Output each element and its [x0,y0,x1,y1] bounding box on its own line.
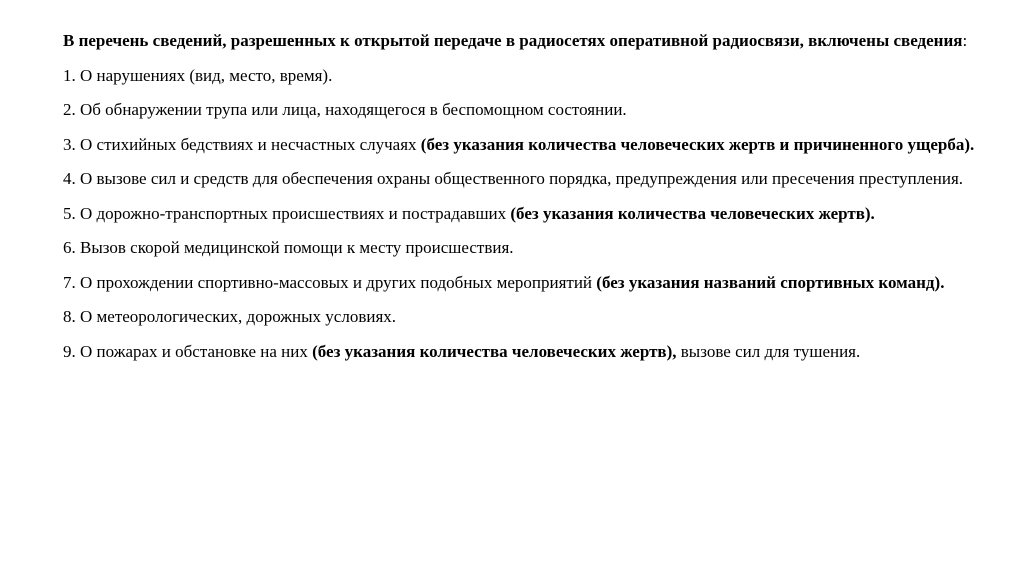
item-text: 4. О вызове сил и средств для обеспечения охраны общественного порядка, предупреждения или пресечения преступления. [63,169,964,188]
item-text: 3. О стихийных бедствиях и несчастных случаях [63,134,421,154]
list-item-6 [27,231,980,266]
list-item-5 [27,197,980,232]
list-item-8 [27,300,980,335]
item-text: 8. О метеорологических, дорожных условиях. [63,307,397,326]
list-item-9 [27,335,980,370]
item-bold-note: (без указания количества человеческих жертв), [312,341,677,361]
item-bold-note: (без указания названий спортивных команд). [596,272,945,292]
item-text: 5. О дорожно-транспортных происшествиях и пострадавших [63,203,511,223]
intro-bold-text: В перечень сведений, разрешенных к открытой передаче в радиосетях оперативной радиосвязи, включены сведения [63,31,963,50]
item-tail-text: вызове сил для тушения. [676,341,861,361]
list-item-3 [27,128,980,163]
intro-colon: : [962,31,968,50]
document-body [27,24,980,369]
item-text: 7. О прохождении спортивно-массовых и других подобных мероприятий [63,272,597,292]
list-item-1 [27,59,980,94]
item-text: 6. Вызов скорой медицинской помощи к месту происшествия. [63,238,514,257]
intro-paragraph [27,24,980,59]
item-bold-note: (без указания количества человеческих жертв и причиненного ущерба). [420,134,975,154]
list-item-2 [27,93,980,128]
item-text: 1. О нарушениях (вид, место, время). [63,65,333,85]
item-text: 9. О пожарах и обстановке на них [63,341,313,361]
item-bold-note: (без указания количества человеческих жертв). [510,203,875,223]
list-item-7 [27,266,980,301]
item-text: 2. Об обнаружении трупа или лица, находящегося в беспомощном состоянии. [63,100,627,119]
list-item-4 [27,162,980,197]
